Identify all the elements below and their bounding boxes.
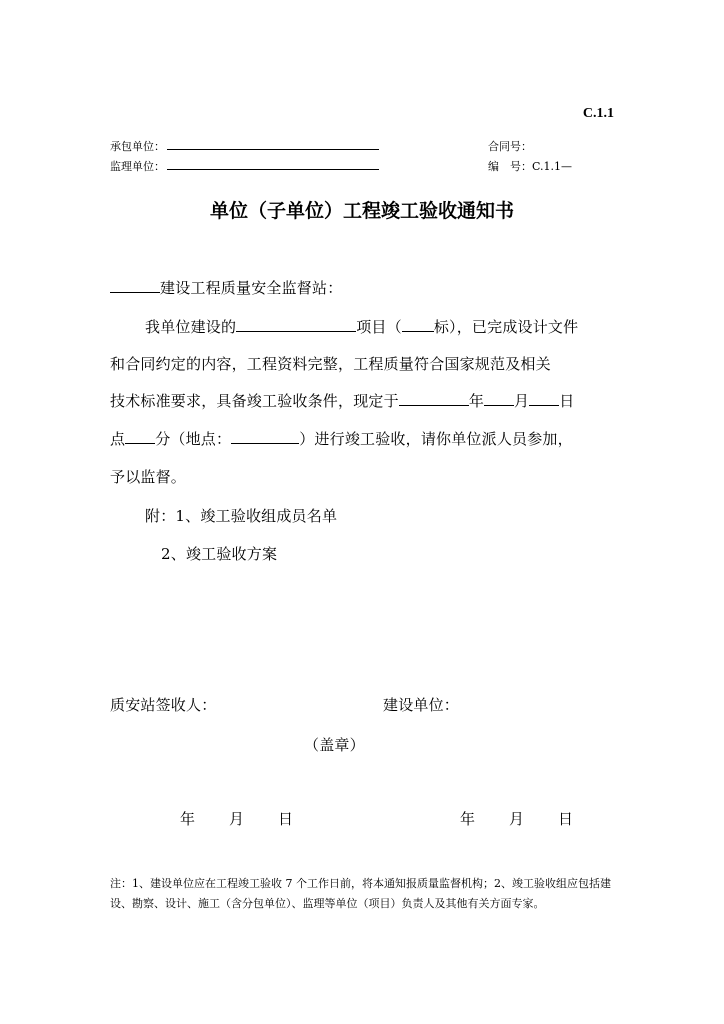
left-date-day: 日 (278, 810, 294, 828)
supervisor-row (110, 158, 379, 174)
page-title: 单位（子单位）工程竣工验收通知书 (209, 200, 514, 222)
left-date-month: 月 (229, 810, 245, 828)
location-blank (231, 429, 299, 444)
p4c-text: ）进行竣工验收，请你单位派人员参加， (299, 430, 573, 448)
day-blank (529, 391, 559, 406)
p4a-text: 点 (110, 430, 126, 448)
right-date-year: 年 (460, 810, 476, 828)
month-text: 月 (514, 392, 530, 410)
contract-no-label: 合同号： (488, 140, 532, 153)
year-text: 年 (468, 392, 485, 410)
month-blank (484, 391, 514, 406)
paragraph-line-4 (110, 428, 573, 449)
footnote: 注：1、建设单位应在工程竣工验收 7 个工作日前，将本通知报质量监督机构；2、竣工验收组应包括建设、勘察、设计、施工（含分包单位）、监理等单位（项目）负责人及其他有关方面专家。 (110, 877, 611, 910)
year-blank (399, 391, 469, 406)
right-date (460, 808, 607, 829)
addressee: 建设工程质量安全监督站： (160, 279, 343, 297)
paragraph-line-1 (145, 316, 578, 337)
day-text: 日 (559, 392, 575, 410)
station-signer-label: 质安站签收人： (110, 696, 217, 714)
left-date-year: 年 (180, 810, 196, 828)
hour-blank (125, 429, 155, 444)
contractor-blank (167, 139, 379, 150)
builder-label: 建设单位： (383, 696, 460, 714)
p1b-text: 项目（ (356, 318, 402, 336)
contractor-label: 承包单位： (110, 140, 165, 153)
p1c-text: 标），已完成设计文件 (433, 318, 579, 336)
form-code: C.1.1 (582, 106, 614, 121)
paragraph-line-5: 予以监督。 (110, 468, 187, 486)
serial-label: 编 号：C.1.1— (488, 160, 573, 173)
right-date-month: 月 (509, 810, 525, 828)
p3a-text: 技术标准要求，具备竣工验收条件，现定于 (110, 392, 399, 410)
attachment-2: 2、竣工验收方案 (161, 545, 278, 563)
right-date-day: 日 (558, 810, 574, 828)
paragraph-line-3 (110, 390, 574, 411)
p4b-text: 分（地点： (155, 430, 232, 448)
section-blank (402, 317, 434, 332)
addressee-line (110, 277, 342, 298)
supervisor-blank (167, 159, 379, 170)
station-blank (110, 278, 160, 293)
contractor-row (110, 138, 379, 154)
attachment-1: 附：1、竣工验收组成员名单 (145, 507, 338, 525)
left-date (180, 808, 327, 829)
supervisor-label: 监理单位： (110, 160, 165, 173)
paragraph-line-2: 和合同约定的内容，工程资料完整，工程质量符合国家规范及相关 (110, 355, 551, 373)
p1a-text: 我单位建设的 (145, 318, 237, 336)
seal-label: （盖章） (304, 736, 365, 754)
project-blank (236, 317, 356, 332)
